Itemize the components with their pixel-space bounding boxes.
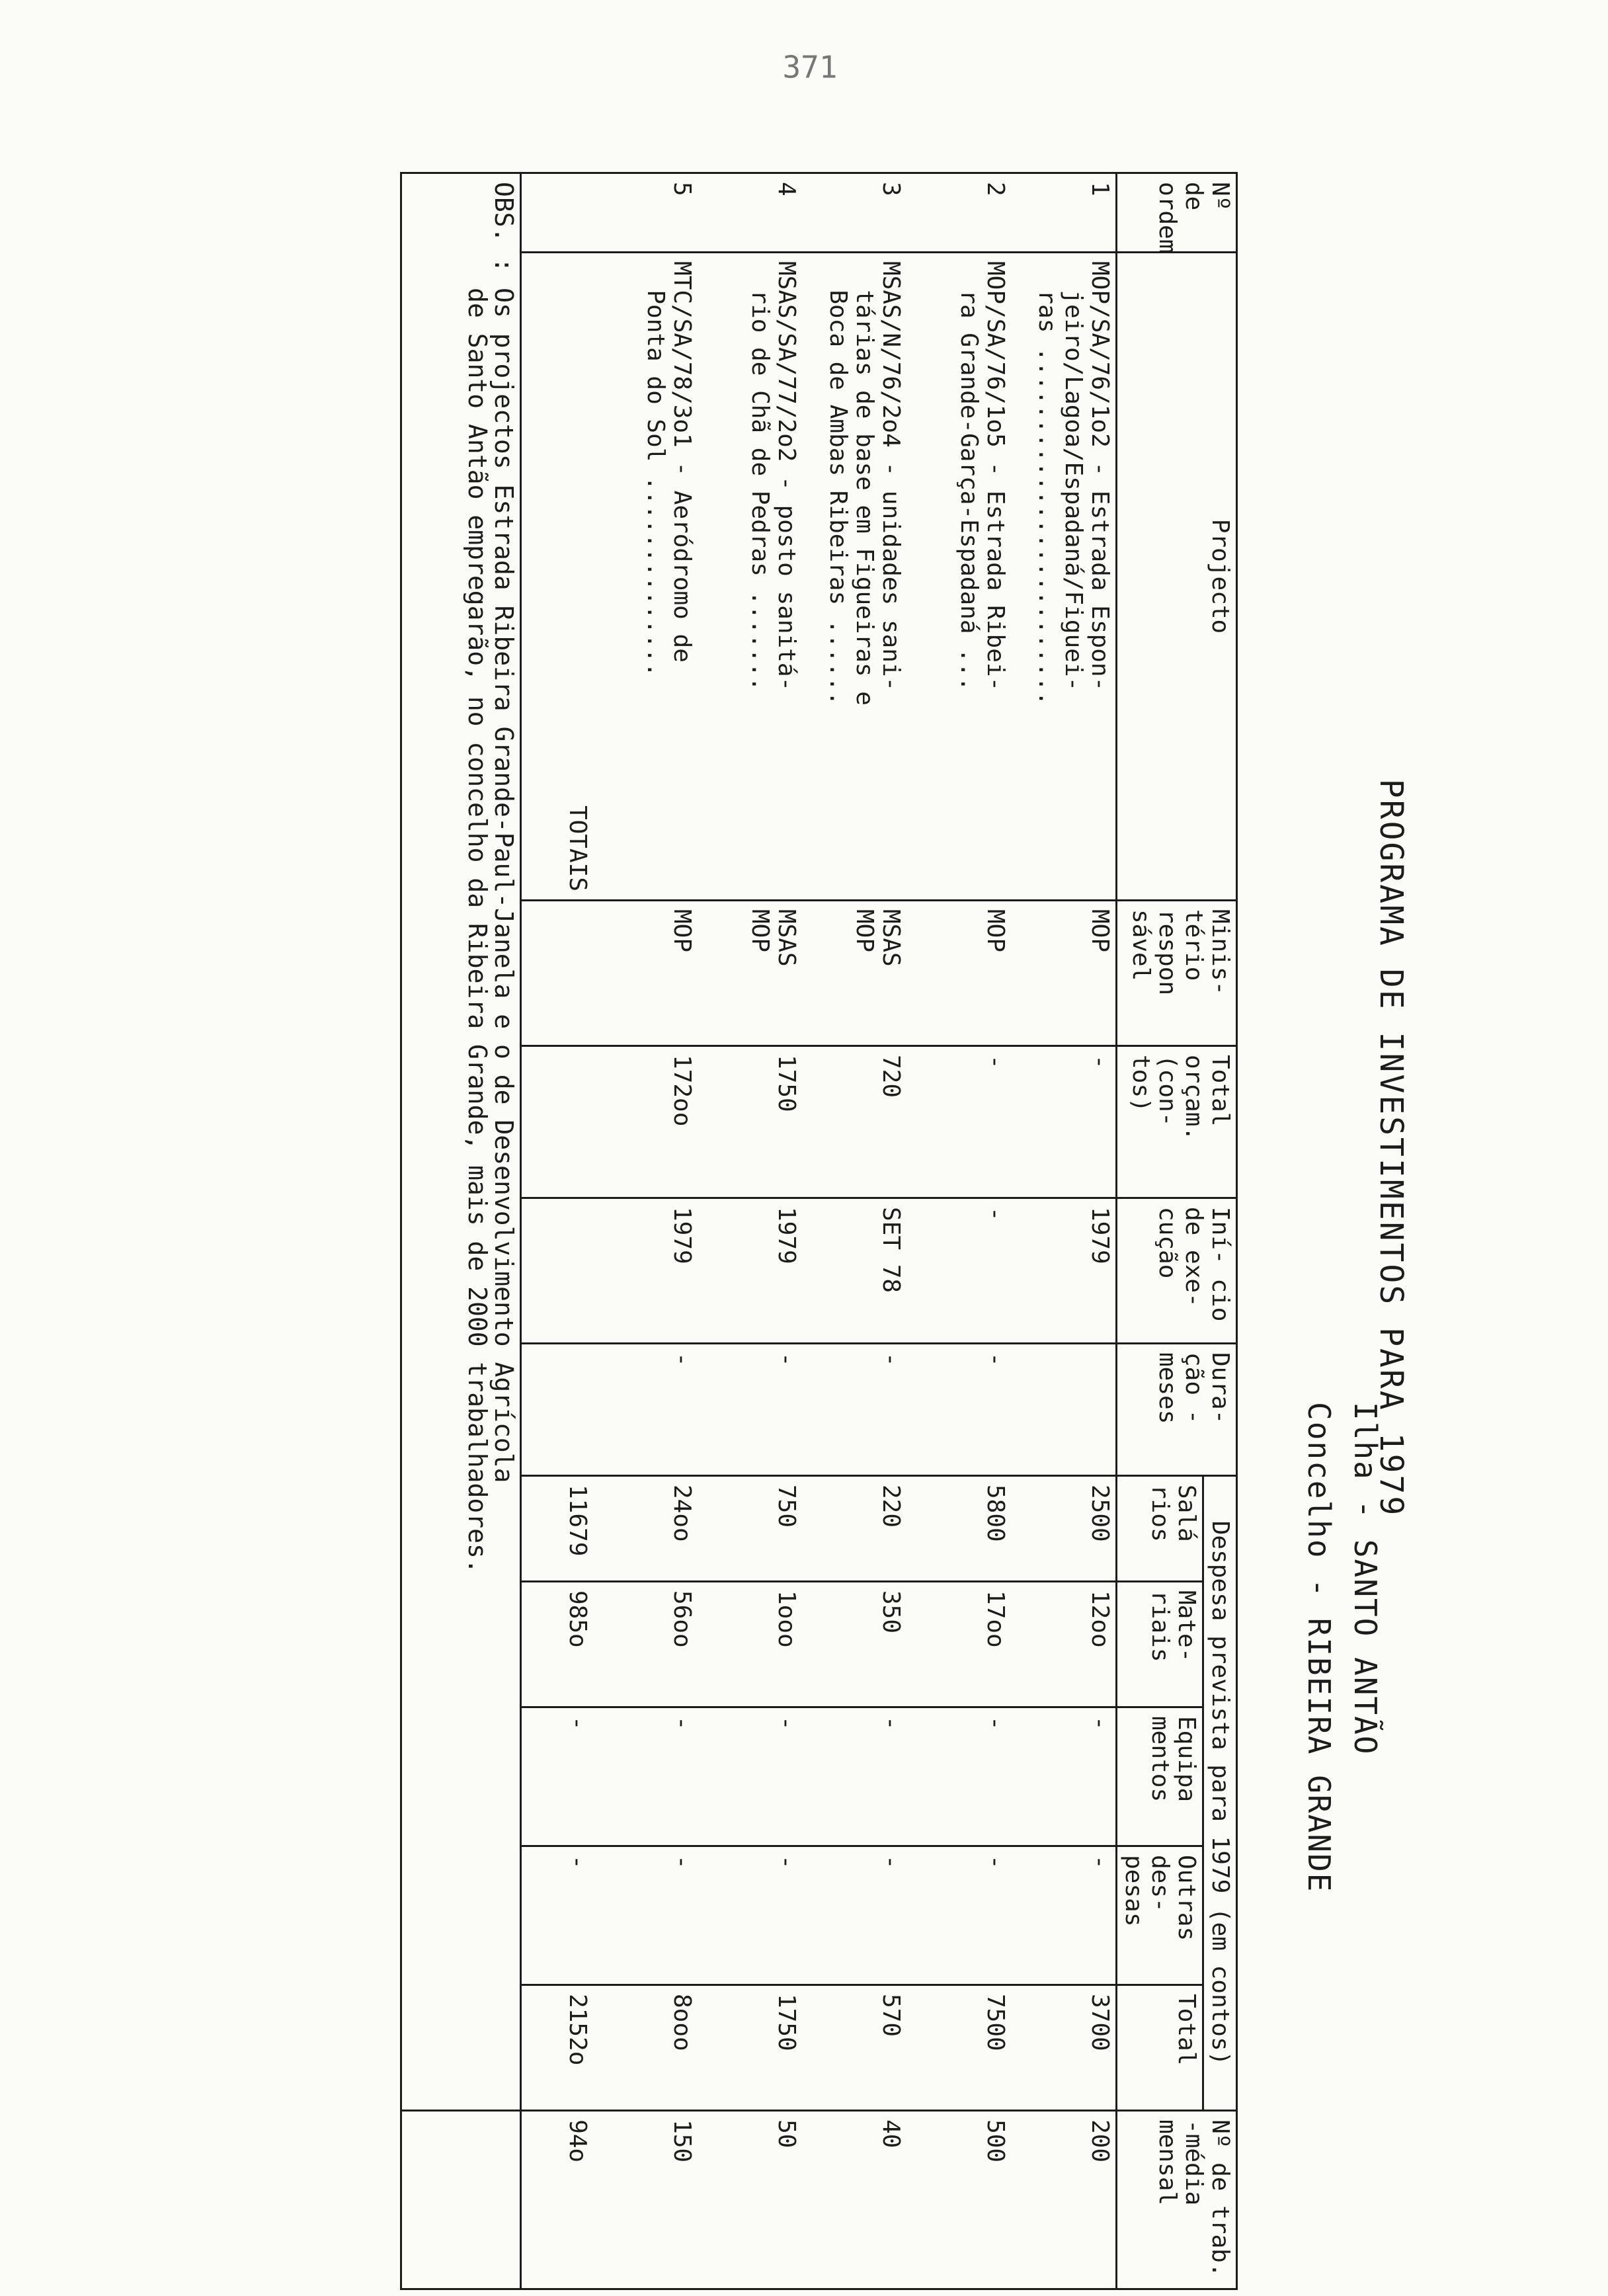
cell-equipamentos: - <box>698 1707 802 1846</box>
cell-outras: - <box>593 1846 698 1985</box>
totals-equipamentos: - <box>521 1707 594 1846</box>
cell-projecto: MOP/SA/76/1o2 - Estrada Espon- jeiro/Lagoa/Espadaná/Figuei- ras ......................... <box>1011 253 1117 901</box>
table-row <box>1011 173 1117 2289</box>
cell-ministerio: MOP <box>906 901 1011 1046</box>
cell-outras: - <box>698 1846 802 1985</box>
cell-salarios: 5800 <box>906 1476 1011 1582</box>
header-salarios: Salá rios <box>1117 1476 1203 1582</box>
header-ordem: Nº de ordem <box>1117 173 1237 253</box>
cell-projecto: MSAS/SA/77/2o2 - posto sanitá- rio de Chã de Pedras ....... <box>698 253 802 901</box>
concelho-label: Concelho - RIBEIRA GRANDE <box>1301 1402 1337 1893</box>
cell-salarios: 2500 <box>1011 1476 1117 1582</box>
investment-table <box>400 172 1238 2290</box>
cell-ordem: 5 <box>593 173 698 253</box>
cell-duracao: - <box>593 1344 698 1476</box>
totals-outras: - <box>521 1846 594 1985</box>
totals-empty-orcam <box>521 1046 594 1198</box>
cell-duracao: - <box>802 1344 906 1476</box>
cell-outras: - <box>906 1846 1011 1985</box>
totals-salarios: 11679 <box>521 1476 594 1582</box>
cell-inicio: SET 78 <box>802 1198 906 1344</box>
cell-ministerio: MSAS MOP <box>802 901 906 1046</box>
header-inicio: Iní- cio de exe- cução <box>1117 1198 1237 1344</box>
cell-inicio: - <box>906 1198 1011 1344</box>
cell-inicio: 1979 <box>593 1198 698 1344</box>
cell-duracao: - <box>698 1344 802 1476</box>
document-title: PROGRAMA DE INVESTIMENTOS PARA 1979 <box>1373 778 1410 1518</box>
table-row <box>593 173 698 2289</box>
cell-total: 3700 <box>1011 1985 1117 2111</box>
cell-total-orcam: - <box>1011 1046 1117 1198</box>
header-trab: Nº de trab. -média mensal <box>1117 2111 1237 2289</box>
cell-inicio: 1979 <box>698 1198 802 1344</box>
cell-equipamentos: - <box>802 1707 906 1846</box>
cell-trab: 50 <box>698 2111 802 2289</box>
cell-ordem: 1 <box>1011 173 1117 253</box>
cell-total: 7500 <box>906 1985 1011 2111</box>
totals-empty-ordem <box>521 173 594 253</box>
totals-empty-ministerio <box>521 901 594 1046</box>
cell-total-orcam: 172oo <box>593 1046 698 1198</box>
cell-ministerio: MOP <box>593 901 698 1046</box>
header-row <box>1203 173 1237 2289</box>
cell-total-orcam: 1750 <box>698 1046 802 1198</box>
cell-ministerio: MOP <box>1011 901 1117 1046</box>
header-total: Total <box>1117 1985 1203 2111</box>
cell-projecto: MTC/SA/78/3o1 - Aeródromo de Ponta do Sol .............. <box>593 253 698 901</box>
cell-materiais: 350 <box>802 1582 906 1707</box>
ilha-label: Ilha - SANTO ANTÃO <box>1347 1402 1383 1756</box>
obs-empty <box>401 2111 521 2289</box>
header-total-orcam: Total orçam. (con- tos) <box>1117 1046 1237 1198</box>
cell-total: 570 <box>802 1985 906 2111</box>
table-row <box>802 173 906 2289</box>
obs-row <box>401 173 521 2289</box>
header-materiais: Mate- riais <box>1117 1582 1203 1707</box>
cell-salarios: 24oo <box>593 1476 698 1582</box>
totals-label: TOTAIS <box>521 253 594 901</box>
cell-outras: - <box>802 1846 906 1985</box>
table-row <box>906 173 1011 2289</box>
totals-empty-inicio <box>521 1198 594 1344</box>
header-outras: Outras des- pesas <box>1117 1846 1203 1985</box>
cell-duracao: - <box>906 1344 1011 1476</box>
cell-equipamentos: - <box>1011 1707 1117 1846</box>
totals-trab: 94o <box>521 2111 594 2289</box>
cell-total: 8ooo <box>593 1985 698 2111</box>
totals-materiais: 985o <box>521 1582 594 1707</box>
cell-equipamentos: - <box>906 1707 1011 1846</box>
cell-inicio: 1979 <box>1011 1198 1117 1344</box>
cell-projecto: MOP/SA/76/1o5 - Estrada Ribei- ra Grande-Garça-Espadaná ... <box>906 253 1011 901</box>
header-duracao: Dura- ção -meses <box>1117 1344 1237 1476</box>
cell-materiais: 56oo <box>593 1582 698 1707</box>
table-row <box>698 173 802 2289</box>
cell-ministerio: MSAS MOP <box>698 901 802 1046</box>
cell-total-orcam: - <box>906 1046 1011 1198</box>
cell-trab: 500 <box>906 2111 1011 2289</box>
cell-trab: 40 <box>802 2111 906 2289</box>
cell-total: 1750 <box>698 1985 802 2111</box>
page-number: 371 <box>782 49 838 85</box>
cell-equipamentos: - <box>593 1707 698 1846</box>
header-ministerio: Minis- tério respon sável <box>1117 901 1237 1046</box>
header-despesa: Despesa prevista para 1979 (em contos) <box>1203 1476 1237 2111</box>
cell-materiais: 1ooo <box>698 1582 802 1707</box>
cell-trab: 200 <box>1011 2111 1117 2289</box>
cell-salarios: 220 <box>802 1476 906 1582</box>
cell-duracao <box>1011 1344 1117 1476</box>
obs-note: OBS. : Os projectos Estrada Ribeira Grande-Paul-Janela e o de Desenvolvimento Agrícola de Santo Antão empregarão, no concelho da Ribeira Grande, mais de 2000 trabalhadores. <box>401 173 521 2111</box>
cell-total-orcam: 720 <box>802 1046 906 1198</box>
cell-materiais: 17oo <box>906 1582 1011 1707</box>
cell-outras: - <box>1011 1846 1117 1985</box>
cell-ordem: 2 <box>906 173 1011 253</box>
totals-empty-duracao <box>521 1344 594 1476</box>
header-equipamentos: Equipa mentos <box>1117 1707 1203 1846</box>
cell-materiais: 12oo <box>1011 1582 1117 1707</box>
totals-total: 2152o <box>521 1985 594 2111</box>
cell-projecto: MSAS/N/76/2o4 - unidades sani- tárias de base em Figueiras e Boca de Ambas Ribeiras ...... <box>802 253 906 901</box>
cell-ordem: 4 <box>698 173 802 253</box>
cell-ordem: 3 <box>802 173 906 253</box>
cell-trab: 150 <box>593 2111 698 2289</box>
cell-salarios: 750 <box>698 1476 802 1582</box>
header-projecto: Projecto <box>1117 253 1237 901</box>
totals-row <box>521 173 594 2289</box>
